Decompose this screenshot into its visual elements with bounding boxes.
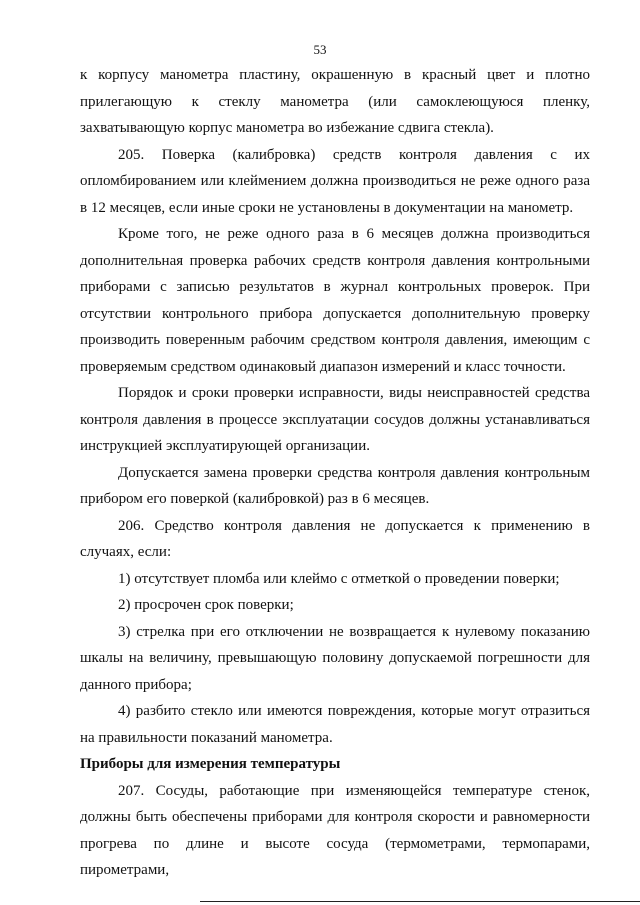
document-body [80, 62, 590, 884]
bottom-edge-line [200, 901, 640, 902]
list-item-1: 1) отсутствует пломба или клеймо с отметкой о проведении поверки; [118, 570, 560, 587]
paragraph-replacement: Допускается замена проверки средства контроля давления контрольным прибором его поверкой (калибровкой) раз в 6 месяцев. [80, 464, 590, 507]
paragraph-207: 207. Сосуды, работающие при изменяющейся температуре стенок, должны быть обеспечены приборами для контроля скорости и равномерности прогрева по длине и высоте сосуда (термометрами, термопарами, пирометрами, [80, 782, 590, 878]
paragraph-procedure: Порядок и сроки проверки исправности, виды неисправностей средства контроля давления в процессе эксплуатации сосудов должны устанавливаться инструкцией эксплуатирующей организации. [80, 385, 590, 454]
list-item-3: 3) стрелка при его отключении не возвращается к нулевому показанию шкалы на величину, превышающую половину допускаемой погрешности для данного прибора; [80, 623, 590, 693]
paragraph-206: 206. Средство контроля давления не допускается к применению в случаях, если: [80, 517, 590, 560]
paragraph-additional-check: Кроме того, не реже одного раза в 6 месяцев должна производиться дополнительная проверка рабочих средств контроля давления контрольными приборами с записью результатов в журнал контрольных проверок. При отсутствии контрольного прибора допускается дополнительную проверку производить поверенным рабочим средством контроля давления, имеющим с проверяемым средством одинаковый диапазон измерений и класс точности. [80, 226, 590, 375]
paragraph-continuation: к корпусу манометра пластину, окрашенную в красный цвет и плотно прилегающую к стеклу манометра (или самоклеющуюся пленку, захватывающую корпус манометра во избежание сдвига стекла). [80, 67, 590, 136]
section-heading: Приборы для измерения температуры [80, 756, 341, 772]
list-item-2: 2) просрочен срок поверки; [118, 597, 294, 613]
page-number: 53 [313, 42, 327, 57]
paragraph-205: 205. Поверка (калибровка) средств контроля давления с их опломбированием или клеймением должна производиться не реже одного раза в 12 месяцев, если иные сроки не установлены в документации на манометр. [80, 146, 590, 216]
list-item-4: 4) разбито стекло или имеются повреждения, которые могут отразиться на правильности показаний манометра. [80, 703, 590, 746]
